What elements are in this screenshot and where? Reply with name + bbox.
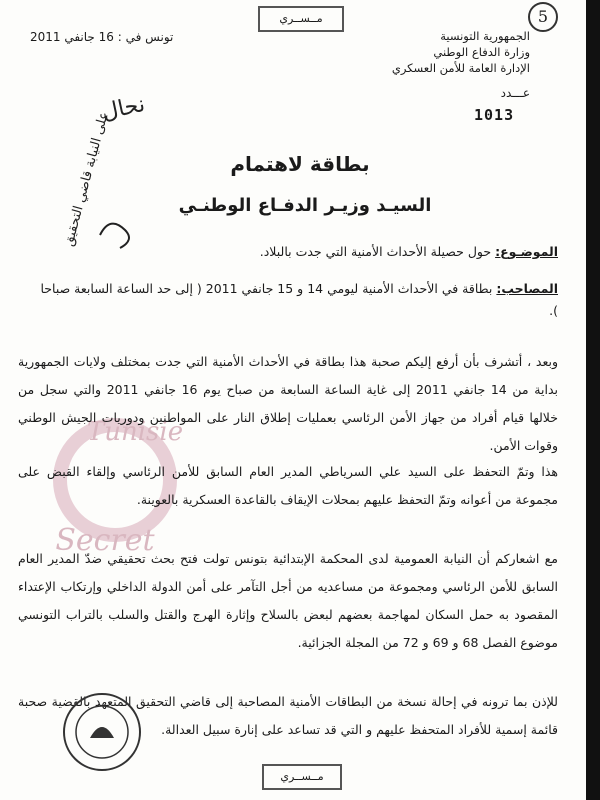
letterhead-line-1: الجمهورية التونسية: [440, 29, 530, 43]
handwritten-annotation: [30, 85, 150, 255]
watermark-line-1: Tunisie: [86, 417, 184, 447]
addressee: السيـد وزيـر الدفـاع الوطنـي: [178, 195, 432, 216]
letterhead-line-3: الإدارة العامة للأمن العسكري: [391, 61, 530, 75]
document-date: تونس في : 16 جانفي 2011: [30, 30, 174, 44]
handwritten-line-1: نحال: [100, 91, 148, 126]
letterhead-line-2: وزارة الدفاع الوطني: [433, 45, 530, 59]
attachments-text: بطاقة في الأحداث الأمنية ليومي 14 و 15 جانفي 2011 ( إلى حد الساعة السابعة صباحا ).: [40, 281, 558, 318]
subject-text: حول حصيلة الأحداث الأمنية التي جدت بالبلاد.: [259, 244, 492, 259]
paragraph-2: هذا وتمّ التحفظ على السيد علي السرياطي المدير العام السابق للأمن الرئاسي وإلقاء القبض على مجموعة من أعوانه وتمّ التحفظ عليهم بمحلات الإيقاف بالقاعدة العسكرية بالعوينة.: [18, 464, 558, 507]
subject-label: الموضـوع:: [495, 244, 558, 259]
official-seal: [60, 690, 145, 775]
letterhead: [350, 28, 530, 76]
paragraph-3: مع اشعاركم أن النيابة العمومية لدى المحكمة الإبتدائية بتونس تولت فتح بحث تحقيقي ضدّ المدير العام السابق للأمن الرئاسي ومجموعة من مساعديه من أجل التآمر على أمن الدولة الداخلي وإرتكاب الإعتداء المقصود به حمل السكان لمهاجمة بعضهم لبعض بالسلاح وإثارة الهرج والقتل والسلب بالتراب التونسي موضوع الفصل 68 و 69 و 72 من المجلة الجزائية.: [18, 551, 558, 650]
watermark-line-2: Secret: [55, 523, 155, 558]
paragraph-1: وبعد ، أتشرف بأن أرفع إليكم صحبة هذا بطاقة في الأحداث الأمنية التي جدت بمختلف ولايات الجمهورية بداية من 14 جانفي 2011 إلى غاية الساعة السابعة من صباح يوم 16 جانفي 2011 والتي سجل من خلالها قيام أفراد من جهاز الأمن الرئاسي بعمليات إطلاق النار على المواطنين ودوريات الجيش الوطني وقوات الأمن.: [18, 354, 558, 453]
reference-number: 1013: [474, 106, 515, 124]
classification-stamp-bottom: مــســري: [262, 764, 342, 790]
reference-label: عـــدد: [500, 86, 530, 100]
subject-line: [38, 244, 558, 259]
page-number: 5: [528, 2, 558, 32]
document-title: بطاقة لاهتمام: [230, 152, 370, 176]
attachments-line: [28, 278, 558, 322]
paragraph-4: للإذن بما ترونه في إحالة نسخة من البطاقات الأمنية المصاحبة إلى قاضي التحقيق المتعهد بالقضية صحبة قائمة إسمية للأفراد المتحفظ عليهم و التي قد تساعد على إنارة سبيل العدالة.: [18, 694, 558, 737]
handwritten-line-2: على النيابة قاضي التحقيق: [61, 110, 112, 248]
scan-edge: [586, 0, 600, 800]
attachments-label: المصاحب:: [496, 281, 558, 296]
classification-stamp-top: مــســري: [258, 6, 344, 32]
